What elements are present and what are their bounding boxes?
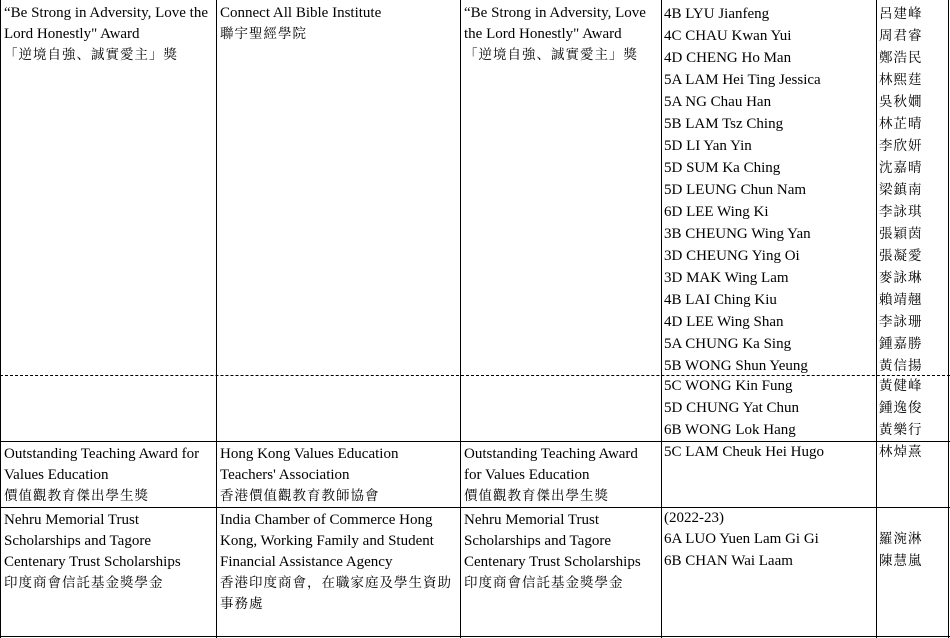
student-name-en: 5D SUM Ka Ching (664, 160, 781, 176)
organizer-cell (217, 507, 460, 636)
award-name-en: “Be Strong in Adversity, Love the Lord Honestly" Award (4, 5, 208, 42)
student-name-zh: 陳慧嵐 (879, 553, 923, 569)
award-cell-repeat (461, 507, 661, 636)
student-name-zh: 李詠琪 (879, 204, 923, 220)
student-name-en: 6B CHAN Wai Laam (664, 553, 793, 569)
student-name-en: 5A CHUNG Ka Sing (664, 336, 792, 352)
table-border-bottom (0, 636, 950, 637)
award-cell-repeat (461, 0, 661, 375)
student-name-en: 5D LEUNG Chun Nam (664, 182, 807, 198)
award-name-zh: 印度商會信託基金獎學金 (464, 575, 624, 591)
student-name-en: 3B CHEUNG Wing Yan (664, 226, 811, 242)
award-cell (1, 507, 216, 636)
student-name-en: 6B WONG Lok Hang (664, 422, 796, 438)
award-cell (1, 441, 216, 507)
award-name-en: Nehru Memorial Trust Scholarships and Tagore Centenary Trust Scholarships (464, 512, 641, 570)
student-name-en: 4B LYU Jianfeng (664, 6, 770, 22)
award-cell-repeat (461, 441, 661, 507)
student-name-zh: 李欣妍 (879, 138, 923, 154)
award-name-zh: 價值觀教育傑出學生獎 (4, 488, 149, 504)
award-name-en: Outstanding Teaching Award for Values Education (4, 446, 200, 483)
student-name-zh: 賴靖翹 (879, 292, 923, 308)
award-cell (1, 0, 216, 375)
student-name-en: 5B WONG Shun Yeung (664, 358, 808, 374)
student-name-en: 4D CHENG Ho Man (664, 50, 792, 66)
student-name-zh: 李詠珊 (879, 314, 923, 330)
student-name-zh: 羅涴淋 (879, 531, 923, 547)
student-name-zh: 黃信揚 (879, 358, 923, 374)
student-name-zh: 張穎茵 (879, 226, 923, 242)
student-name-en: 4D LEE Wing Shan (664, 314, 784, 330)
student-name-en: 3D MAK Wing Lam (664, 270, 789, 286)
student-name-zh: 麥詠琳 (879, 270, 923, 286)
student-name-zh: 林芷晴 (879, 116, 923, 132)
student-name-zh: 張凝愛 (879, 248, 923, 264)
student-name-zh: 吳秋嫺 (879, 94, 923, 110)
organizer-name-zh: 香港印度商會，在職家庭及學生資助事務處 (220, 575, 452, 612)
student-name-en: 6D LEE Wing Ki (664, 204, 769, 220)
student-name-en: 3D CHEUNG Ying Oi (664, 248, 800, 264)
student-name-en: 4C CHAU Kwan Yui (664, 28, 792, 44)
student-name-en: 4B LAI Ching Kiu (664, 292, 777, 308)
award-name-zh: 「逆境自強、誠實愛主」獎 (464, 47, 638, 63)
student-name-zh: 呂建峰 (879, 6, 923, 22)
student-name-zh: 周君睿 (879, 28, 923, 44)
award-name-zh: 價值觀教育傑出學生獎 (464, 488, 609, 504)
organizer-cell (217, 0, 460, 375)
student-name-en: 5C LAM Cheuk Hei Hugo (664, 444, 824, 460)
student-name-zh: 鍾嘉勝 (879, 336, 923, 352)
award-name-zh: 「逆境自強、誠實愛主」獎 (4, 47, 178, 63)
student-name-zh: 林焯熹 (879, 444, 923, 460)
award-name-zh: 印度商會信託基金獎學金 (4, 575, 164, 591)
student-name-zh: 黃健峰 (879, 378, 923, 394)
award-name-en: Nehru Memorial Trust Scholarships and Tagore Centenary Trust Scholarships (4, 512, 181, 570)
table-border-right (948, 0, 949, 638)
organizer-cell (217, 441, 460, 507)
award-name-en: “Be Strong in Adversity, Love the Lord Honestly" Award (464, 5, 646, 42)
academic-year-label: (2022-23) (664, 510, 724, 526)
student-name-zh: 黃樂行 (879, 422, 923, 438)
student-name-en: 6A LUO Yuen Lam Gi Gi (664, 531, 819, 547)
student-name-en: 5A NG Chau Han (664, 94, 772, 110)
student-name-zh: 鍾逸俊 (879, 400, 923, 416)
student-name-en: 5D LI Yan Yin (664, 138, 752, 154)
student-name-zh: 沈嘉晴 (879, 160, 923, 176)
column-divider (876, 0, 877, 638)
student-name-en: 5B LAM Tsz Ching (664, 116, 784, 132)
organizer-name-zh: 聯宇聖經學院 (220, 26, 307, 42)
award-name-en: Outstanding Teaching Award for Values Education (464, 446, 638, 483)
organizer-name-zh: 香港價值觀教育教師協會 (220, 488, 380, 504)
column-divider (661, 0, 662, 638)
student-name-en: 5D CHUNG Yat Chun (664, 400, 800, 416)
student-name-zh: 林熙莛 (879, 72, 923, 88)
organizer-name-en: Connect All Bible Institute (220, 5, 382, 21)
student-name-en: 5A LAM Hei Ting Jessica (664, 72, 821, 88)
organizer-name-en: India Chamber of Commerce Hong Kong, Working Family and Student Financial Assistance Agency (220, 512, 434, 570)
organizer-name-en: Hong Kong Values Education Teachers' Association (220, 446, 399, 483)
student-name-en: 5C WONG Kin Fung (664, 378, 793, 394)
student-name-zh: 鄭浩民 (879, 50, 923, 66)
student-name-zh: 梁鎮南 (879, 182, 923, 198)
